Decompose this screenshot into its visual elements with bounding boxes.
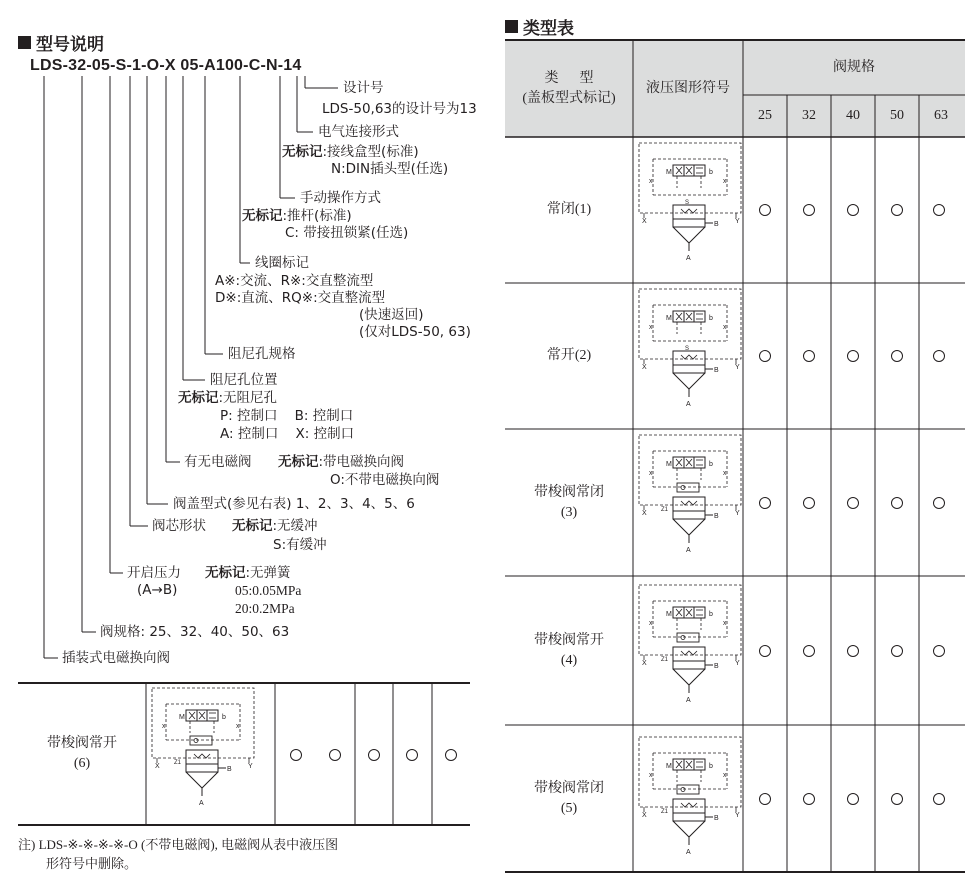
type-line1: 带梭阀常闭 [534, 484, 604, 500]
solenoid-with: 无标记:带电磁换向阀 [278, 454, 405, 470]
symbol-letter: Y [735, 510, 740, 517]
type-line2: (5) [560, 800, 578, 816]
symbol-letter: B [714, 367, 719, 374]
code-part: - [159, 57, 165, 74]
symbol-letter: X [642, 812, 647, 819]
design-no-label: 设计号 [343, 80, 384, 96]
symbol-letter: x [162, 723, 166, 730]
spool-shape-none: 无标记:无缓冲 [232, 518, 318, 534]
size-header-63: 63 [934, 108, 948, 123]
code-part: C [248, 57, 261, 74]
availability-circle [933, 793, 945, 805]
symbol-letter: x [649, 470, 653, 477]
code-part: - [243, 57, 249, 74]
availability-circle [759, 204, 771, 216]
symbol-letter: b [222, 714, 226, 721]
valve-type-label: 插装式电磁换向阀 [62, 650, 170, 666]
symbol-letter: A [686, 547, 691, 554]
availability-circle [847, 793, 859, 805]
symbol-letter: Y [735, 660, 740, 667]
symbol-letter: S [685, 200, 690, 206]
cracking-pressure-20: 20:0.2MPa [235, 601, 295, 616]
availability-circle [847, 350, 859, 362]
code-part: A100 [204, 57, 244, 74]
design-no-note: LDS-50,63的设计号为13 [322, 101, 477, 117]
availability-circle [759, 350, 771, 362]
size-header-25: 25 [758, 108, 772, 123]
availability-circle [368, 749, 380, 761]
manual-operation-option: C: 带接扭锁紧(任选) [285, 225, 409, 241]
manual-operation-label: 手动操作方式 [300, 190, 381, 206]
solenoid-label: 有无电磁阀 [184, 454, 252, 470]
availability-circle [891, 645, 903, 657]
manual-operation-standard: 无标记:推杆(标准) [242, 208, 352, 224]
hydraulic-symbol-icon [152, 688, 254, 807]
code-part: X [164, 57, 176, 74]
availability-circle [290, 749, 302, 761]
symbol-letter: S [685, 346, 690, 352]
hydraulic-symbol-icon [639, 585, 741, 704]
type-6-line1: 带梭阀常开 [47, 736, 117, 751]
symbol-letter: B [714, 663, 719, 670]
code-part: - [62, 57, 69, 74]
orifice-position-ax: A: 控制口 X: 控制口 [220, 426, 355, 442]
code-part: N [266, 57, 278, 74]
availability-circle [891, 350, 903, 362]
availability-circle [933, 350, 945, 362]
coil-mark-ac: A※:交流、R※:交直整流型 [215, 273, 374, 289]
symbol-letter: b [709, 315, 713, 322]
symbol-letter: A [199, 800, 204, 807]
symbol-letter: Z1 [661, 657, 669, 663]
orifice-position-none: 无标记:无阻尼孔 [178, 390, 278, 406]
size-header-32: 32 [802, 108, 816, 123]
note-line-1: 注) LDS-※-※-※-※-O (不带电磁阀), 电磁阀从表中液压图 [18, 837, 339, 852]
availability-circle [759, 645, 771, 657]
symbol-letter: M [666, 315, 672, 322]
symbol-letter: Y [735, 812, 740, 819]
symbol-letter: x [723, 178, 727, 185]
note-line-2: 形符号中删除。 [46, 856, 138, 871]
coil-mark-label: 线圈标记 [255, 255, 309, 271]
availability-circle [406, 749, 418, 761]
heading-text: 型号说明 [36, 35, 104, 55]
hydraulic-symbol-icon [639, 737, 741, 856]
header-type-line1: 类 型 [544, 70, 594, 86]
type-line1: 带梭阀常开 [534, 632, 604, 648]
type-line1: 常闭(1) [546, 202, 592, 217]
coil-mark-dc: D※:直流、RQ※:交直整流型 [215, 290, 386, 306]
symbol-letter: A [686, 697, 691, 704]
availability-circle [891, 497, 903, 509]
availability-circle [933, 645, 945, 657]
symbol-letter: Y [735, 364, 740, 371]
cracking-pressure-label: 开启压力 [127, 565, 181, 581]
symbol-letter: M [666, 461, 672, 468]
availability-circle [445, 749, 457, 761]
symbol-letter: x [649, 772, 653, 779]
code-part: 32 [68, 57, 87, 74]
cracking-pressure-05: 05:0.05MPa [235, 583, 302, 598]
size-header-50: 50 [890, 108, 904, 123]
symbol-letter: b [709, 169, 713, 176]
availability-circle [759, 497, 771, 509]
valve-size-label: 阀规格: 25、32、40、50、63 [100, 624, 290, 640]
cover-type-label: 阀盖型式(参见右表) 1、2、3、4、5、6 [173, 496, 415, 512]
header-size-group: 阀规格 [833, 59, 875, 75]
availability-circle [933, 204, 945, 216]
hydraulic-symbol-icon [639, 143, 741, 262]
availability-circle [847, 645, 859, 657]
coil-mark-limit: (仅对LDS-50, 63) [359, 324, 471, 340]
availability-circle [759, 793, 771, 805]
type-line1: 常开(2) [546, 348, 592, 363]
symbol-letter: Y [248, 763, 253, 770]
symbol-letter: Z1 [174, 760, 182, 766]
symbol-letter: x [649, 324, 653, 331]
availability-circle [847, 497, 859, 509]
availability-circle [891, 793, 903, 805]
electrical-connection-label: 电气连接形式 [318, 124, 399, 140]
code-part: - [110, 57, 116, 74]
code-part: S [115, 57, 127, 74]
availability-circle [847, 204, 859, 216]
availability-circle [933, 497, 945, 509]
code-part: LDS [30, 57, 63, 74]
type-line1: 带梭阀常闭 [534, 780, 604, 796]
cracking-pressure-none: 无标记:无弹簧 [205, 565, 291, 581]
symbol-letter: x [723, 772, 727, 779]
code-part: - [126, 57, 133, 74]
availability-circle [329, 749, 341, 761]
symbol-letter: M [666, 169, 672, 176]
symbol-letter: x [236, 723, 240, 730]
orifice-position-pb: P: 控制口 B: 控制口 [220, 408, 354, 424]
symbol-letter: x [649, 178, 653, 185]
solenoid-without: O:不带电磁换向阀 [330, 472, 440, 488]
symbol-letter: B [714, 513, 719, 520]
code-part: - [277, 57, 284, 74]
symbol-letter: M [179, 714, 185, 721]
symbol-letter: B [714, 221, 719, 228]
type-line2: (4) [560, 652, 578, 668]
symbol-letter: B [227, 766, 232, 773]
hydraulic-symbol-icon [639, 435, 741, 554]
symbol-letter: x [723, 324, 727, 331]
code-part: 1 [132, 57, 142, 74]
symbol-letter: x [723, 470, 727, 477]
availability-circle [803, 350, 815, 362]
orifice-size-label: 阻尼孔规格 [228, 346, 296, 362]
symbol-letter: Z1 [661, 809, 669, 815]
code-part: - [86, 57, 92, 74]
code-part: O [146, 57, 160, 74]
size-header-40: 40 [846, 108, 860, 123]
symbol-letter: b [709, 461, 713, 468]
heading-text: 类型表 [523, 19, 574, 39]
code-part: - [198, 57, 205, 74]
availability-circle [803, 793, 815, 805]
code-part: 14 [283, 57, 302, 74]
symbol-letter: A [686, 255, 691, 262]
symbol-letter: X [642, 364, 647, 371]
code-part: - [141, 57, 147, 74]
code-part: 05 [180, 57, 199, 74]
symbol-letter: A [686, 401, 691, 408]
symbol-letter: X [642, 218, 647, 225]
header-symbol: 液压图形符号 [646, 80, 730, 96]
coil-mark-quick: (快速返回) [359, 307, 424, 323]
electrical-connection-option: N:DIN插头型(任选) [331, 161, 449, 177]
type-6-line2: (6) [73, 756, 91, 771]
symbol-letter: X [642, 510, 647, 517]
code-part: 05 [91, 57, 111, 74]
spool-shape-cushion: S:有缓冲 [273, 537, 327, 553]
orifice-position-label: 阻尼孔位置 [210, 372, 278, 388]
availability-circle [803, 497, 815, 509]
symbol-letter: x [723, 620, 727, 627]
symbol-letter: Y [735, 218, 740, 225]
availability-circle [891, 204, 903, 216]
symbol-letter: x [649, 620, 653, 627]
symbol-letter: M [666, 611, 672, 618]
spool-shape-label: 阀芯形状 [152, 518, 206, 534]
symbol-letter: Z1 [661, 507, 669, 513]
symbol-letter: b [709, 611, 713, 618]
symbol-letter: X [642, 660, 647, 667]
symbol-letter: X [155, 763, 160, 770]
hydraulic-symbol-icon [639, 289, 741, 408]
availability-circle [803, 204, 815, 216]
electrical-connection-standard: 无标记:接线盒型(标准) [282, 144, 419, 160]
symbol-letter: B [714, 815, 719, 822]
symbol-letter: M [666, 763, 672, 770]
cracking-pressure-dir: (A→B) [137, 582, 178, 598]
header-type-line2: (盖板型式标记) [522, 90, 616, 106]
code-part: - [260, 57, 266, 74]
symbol-letter: b [709, 763, 713, 770]
symbol-letter: A [686, 849, 691, 856]
type-line2: (3) [560, 504, 578, 520]
availability-circle [803, 645, 815, 657]
